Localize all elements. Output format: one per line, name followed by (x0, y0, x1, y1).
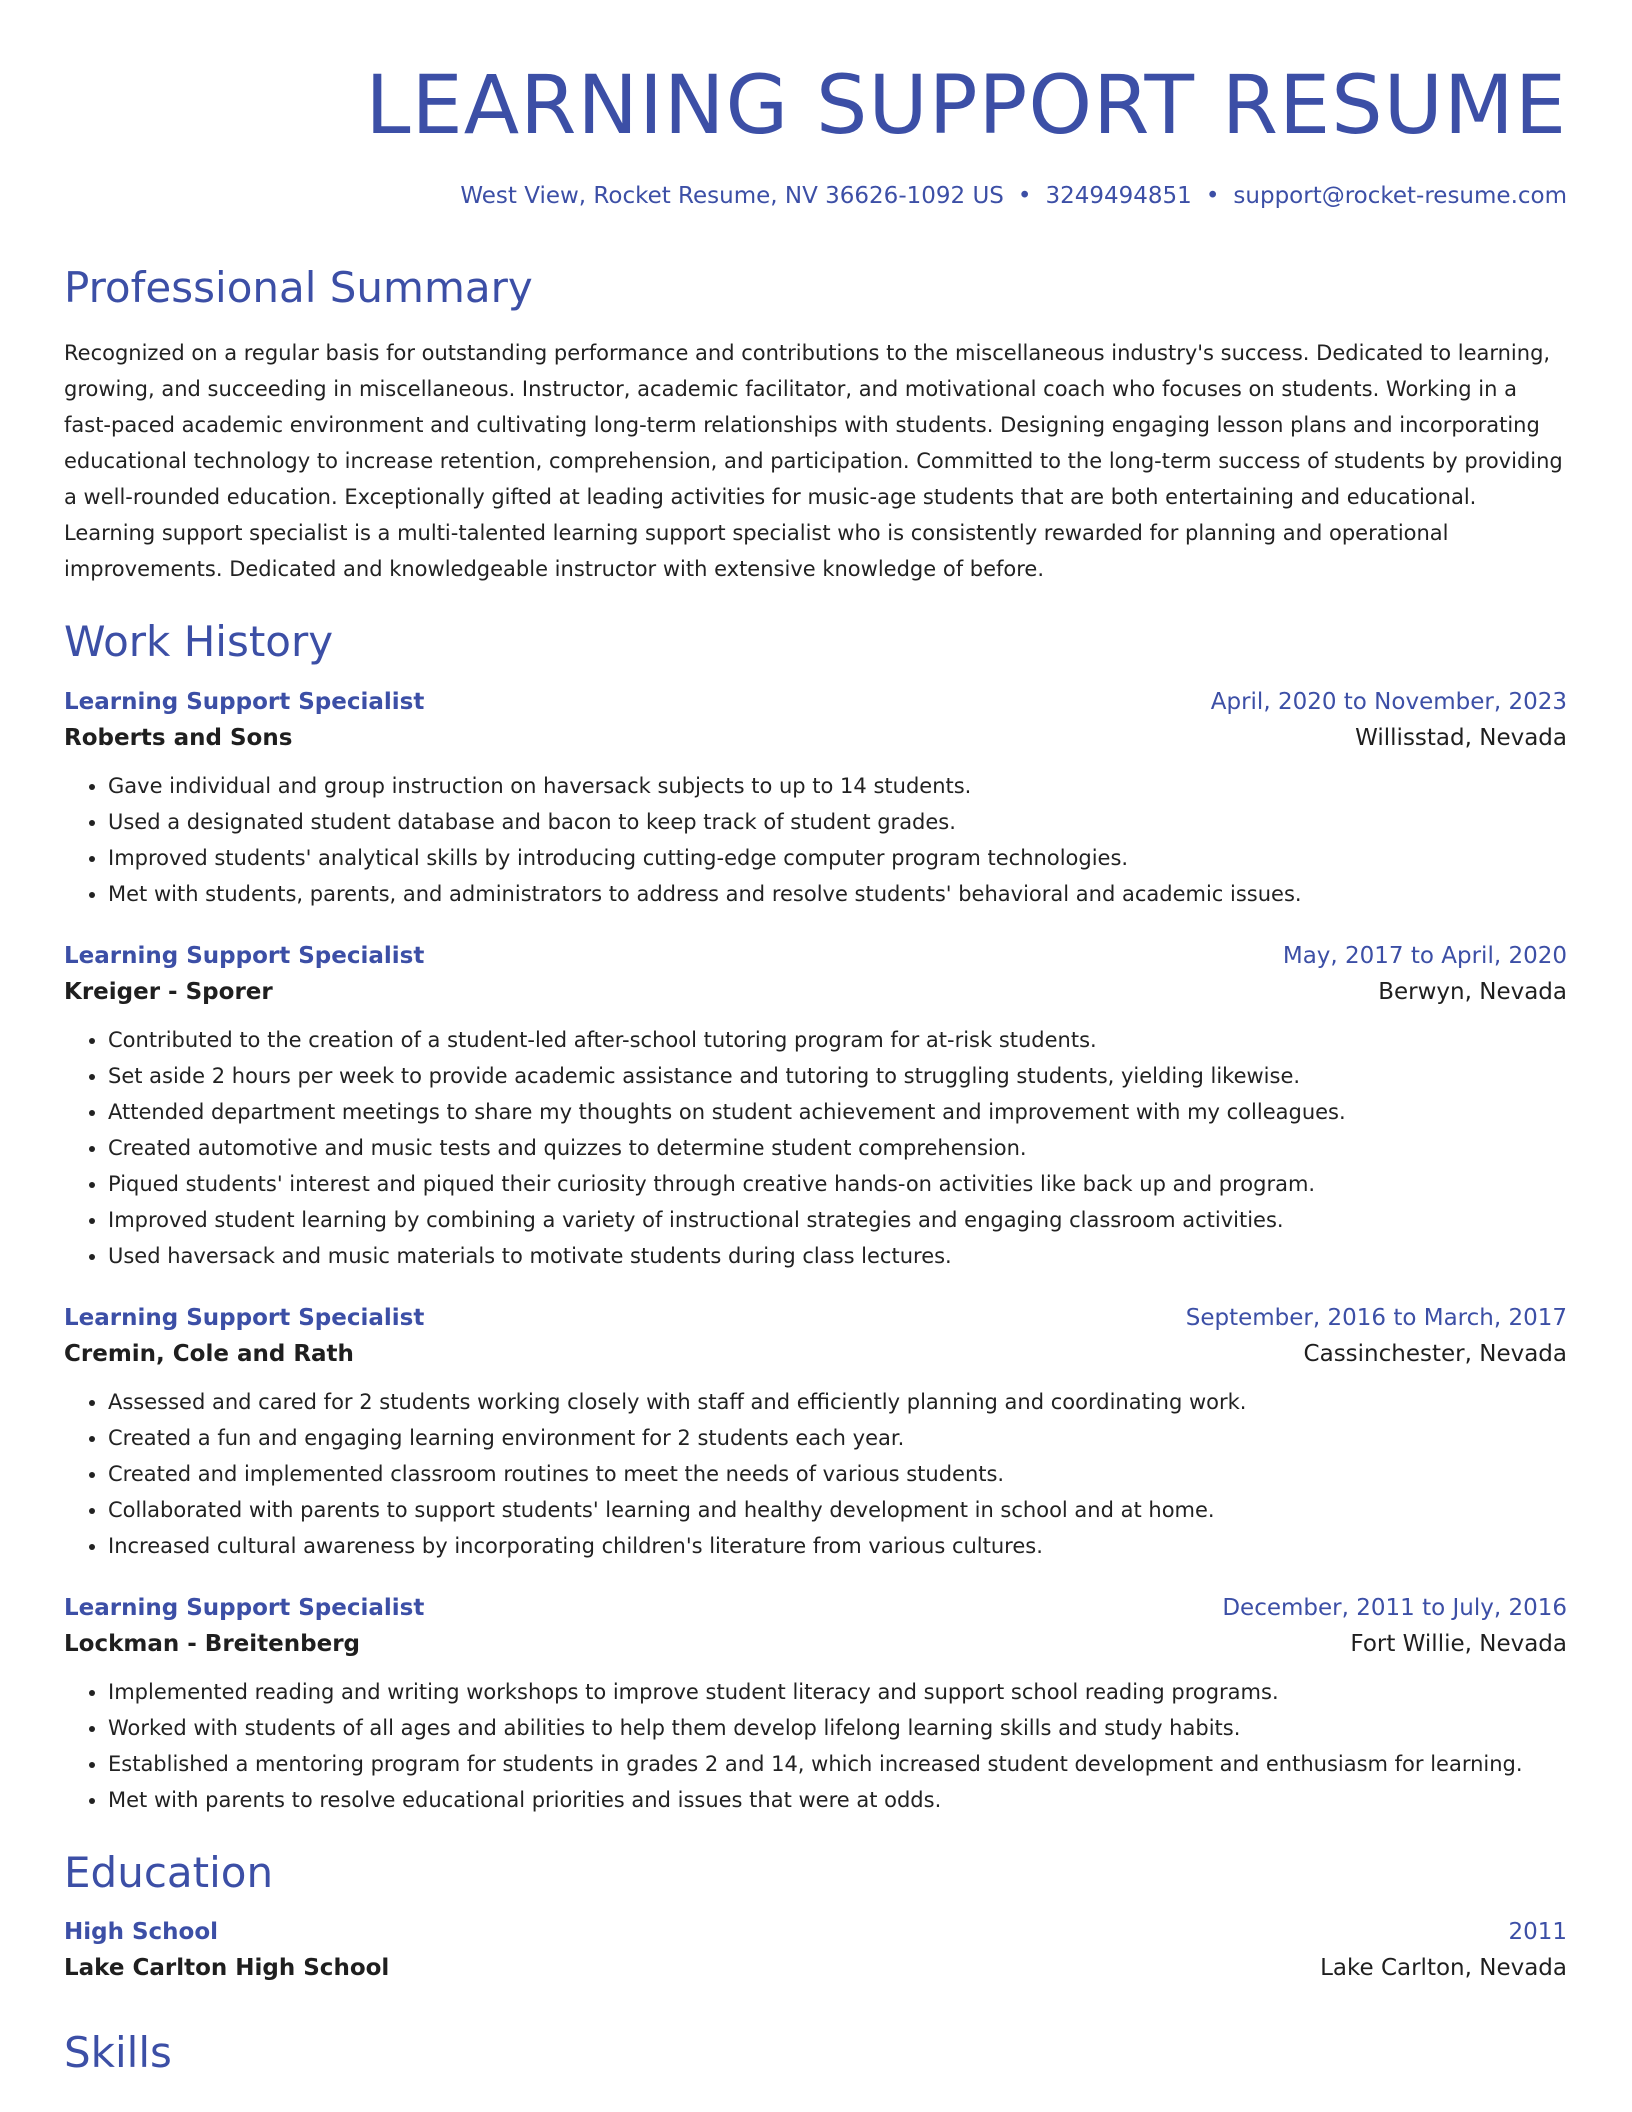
job-bullet: • Met with students, parents, and administrators to address and resolve students' behavioral and academic issues. (108, 876, 1567, 912)
job-bullet: • Collaborated with parents to support students' learning and healthy development in school and at home. (108, 1492, 1567, 1528)
job-bullet: • Created and implemented classroom routines to meet the needs of various students. (108, 1456, 1567, 1492)
job-company: Roberts and Sons (64, 724, 293, 751)
job-bullet: • Increased cultural awareness by incorporating children's literature from various cultures. (108, 1528, 1567, 1564)
job-location: Berwyn, Nevada (1378, 978, 1567, 1005)
job-bullet: • Piqued students' interest and piqued their curiosity through creative hands-on activities like back up and program. (108, 1166, 1567, 1202)
work-history-heading: Work History (64, 617, 334, 667)
contact-address: West View, Rocket Resume, NV 36626-1092 US (460, 183, 1004, 210)
job-entry (64, 686, 1567, 912)
job-bullet: • Assessed and cared for 2 students working closely with staff and efficiently planning and coordinating work. (108, 1384, 1567, 1420)
job-bullets (64, 1022, 1567, 1274)
job-company: Kreiger - Sporer (64, 978, 273, 1005)
job-bullet: • Established a mentoring program for students in grades 2 and 14, which increased student development and enthusiasm for learning. (108, 1746, 1567, 1782)
resume-title: LEARNING SUPPORT RESUME (365, 59, 1567, 153)
job-dates: April, 2020 to November, 2023 (1210, 688, 1567, 715)
job-dates: May, 2017 to April, 2020 (1282, 942, 1567, 969)
education-location: Lake Carlton, Nevada (1320, 1954, 1567, 1981)
job-bullet: • Improved student learning by combining a variety of instructional strategies and engaging classroom activities. (108, 1202, 1567, 1238)
job-location: Fort Willie, Nevada (1350, 1630, 1567, 1657)
job-role: Learning Support Specialist (64, 688, 425, 715)
job-bullet: • Contributed to the creation of a student-led after-school tutoring program for at-risk students. (108, 1022, 1567, 1058)
education-entry (64, 1916, 1567, 1988)
job-entry (64, 1592, 1567, 1818)
job-bullet: • Improved students' analytical skills by introducing cutting-edge computer program technologies. (108, 840, 1567, 876)
job-bullet: • Used a designated student database and bacon to keep track of student grades. (108, 804, 1567, 840)
education-degree: High School (64, 1918, 219, 1945)
skills-heading: Skills (64, 2027, 172, 2077)
job-location: Willisstad, Nevada (1355, 724, 1567, 751)
job-role: Learning Support Specialist (64, 942, 425, 969)
contact-phone: 3249494851 (1045, 183, 1192, 210)
job-bullet: • Attended department meetings to share my thoughts on student achievement and improvement with my colleagues. (108, 1094, 1567, 1130)
summary-text: Recognized on a regular basis for outstanding performance and contributions to the miscellaneous industry's success. Dedicated to learning, growing, and succeeding in miscellaneous. Instructor, academic facilitator, and motivational coach who focuses on students. Working in a fast-paced academic environment and cultivating long-term relationships with students. Designing engaging lesson plans and incorporating educational technology to increase retention, comprehension, and participation. Committed to the long-term success of students by providing a well-rounded education. Exceptionally gifted at leading activities for music-age students that are both entertaining and educational. Learning support specialist is a multi-talented learning support specialist who is consistently rewarded for planning and operational improvements. Dedicated and knowledgeable instructor with extensive knowledge of before. (64, 341, 1563, 582)
education-year: 2011 (1508, 1918, 1567, 1945)
job-bullet: • Used haversack and music materials to motivate students during class lectures. (108, 1238, 1567, 1274)
contact-separator: • (1205, 183, 1220, 210)
job-bullet: • Created automotive and music tests and quizzes to determine student comprehension. (108, 1130, 1567, 1166)
education-school: Lake Carlton High School (64, 1954, 390, 1981)
job-company: Lockman - Breitenberg (64, 1630, 361, 1657)
job-bullet: • Worked with students of all ages and abilities to help them develop lifelong learning skills and study habits. (108, 1710, 1567, 1746)
job-bullet: • Met with parents to resolve educational priorities and issues that were at odds. (108, 1782, 1567, 1818)
job-bullet: • Created a fun and engaging learning environment for 2 students each year. (108, 1420, 1567, 1456)
job-dates: September, 2016 to March, 2017 (1185, 1304, 1567, 1331)
job-role: Learning Support Specialist (64, 1304, 425, 1331)
job-bullets (64, 1674, 1567, 1818)
resume-page (64, 0, 1567, 2078)
education-heading: Education (64, 1847, 274, 1897)
job-bullet: • Implemented reading and writing workshops to improve student literacy and support school reading programs. (108, 1674, 1567, 1710)
job-role: Learning Support Specialist (64, 1594, 425, 1621)
job-entry (64, 940, 1567, 1274)
contact-line (64, 183, 1567, 211)
job-bullet: • Set aside 2 hours per week to provide academic assistance and tutoring to struggling students, yielding likewise. (108, 1058, 1567, 1094)
contact-separator: • (1017, 183, 1032, 210)
job-bullets (64, 1384, 1567, 1564)
job-entry (64, 1302, 1567, 1564)
job-company: Cremin, Cole and Rath (64, 1340, 354, 1367)
summary-heading: Professional Summary (64, 262, 533, 312)
contact-email[interactable]: support@rocket-resume.com (1233, 183, 1567, 210)
job-dates: December, 2011 to July, 2016 (1222, 1594, 1567, 1621)
job-bullets (64, 768, 1567, 912)
job-bullet: • Gave individual and group instruction on haversack subjects to up to 14 students. (108, 768, 1567, 804)
job-location: Cassinchester, Nevada (1303, 1340, 1567, 1367)
